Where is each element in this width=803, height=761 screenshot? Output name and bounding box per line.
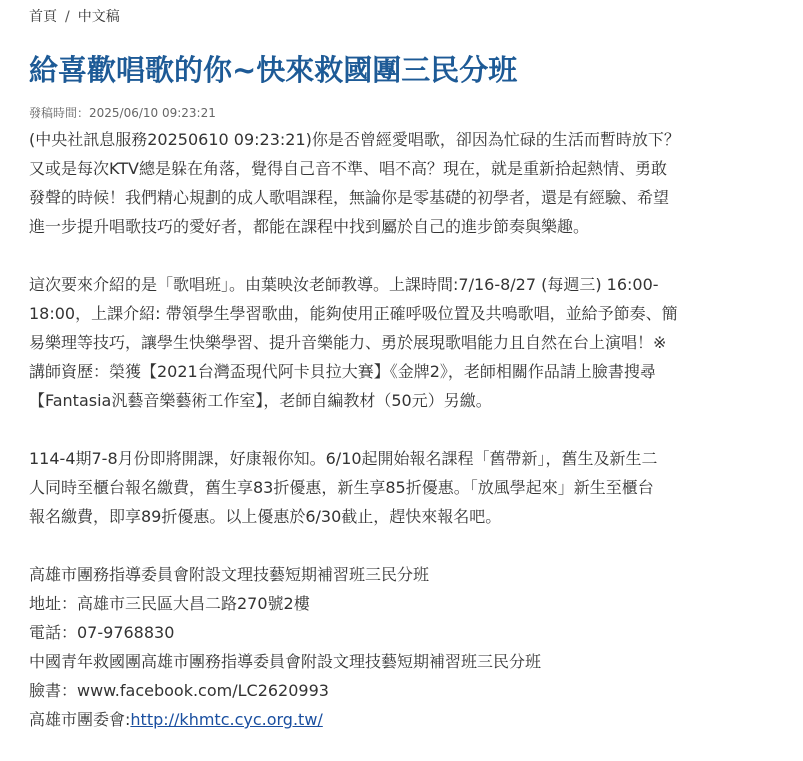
breadcrumb-separator: / (65, 9, 70, 25)
contact-phone: 電話：07-9768830 (29, 623, 175, 642)
text-line: 報名繳費，即享89折優惠。以上優惠於6/30截止，趕快來報名吧。 (29, 507, 502, 526)
paragraph-spacer (29, 241, 791, 270)
breadcrumb-current-link[interactable]: 中文稿 (77, 9, 120, 25)
text-line: 114-4期7-8月份即將開課，好康報你知。6/10起開始報名課程「舊帶新」，舊生及新生二 (29, 449, 658, 468)
article-title: 給喜歡唱歌的你~快來救國團三民分班 (29, 53, 518, 87)
paragraph-spacer (29, 415, 791, 444)
contact-org-full: 中國青年救國團高雄市團務指導委員會附設文理技藝短期補習班三民分班 (29, 652, 542, 671)
contact-website (29, 705, 791, 734)
contact-info (29, 560, 791, 734)
paragraph-spacer (29, 531, 791, 560)
text-line: 發聲的時候！我們精心規劃的成人歌唱課程，無論你是零基礎的初學者，還是有經驗、希望 (29, 188, 670, 207)
website-link[interactable]: http://khmtc.cyc.org.tw/ (130, 710, 323, 729)
publish-time: 發稿時間：2025/06/10 09:23:21 (29, 106, 216, 120)
text-line: 又或是每次KTV總是躲在角落，覺得自己音不準、唱不高？現在，就是重新拾起熱情、勇敢 (29, 159, 667, 178)
contact-address: 地址：高雄市三民區大昌二路270號2樓 (29, 594, 310, 613)
article-body (29, 125, 791, 734)
text-line: 進一步提升唱歌技巧的愛好者，都能在課程中找到屬於自己的進步節奏與樂趣。 (29, 217, 590, 236)
contact-facebook: 臉書：www.facebook.com/LC2620993 (29, 681, 329, 700)
text-line: 18:00，上課介紹: 帶領學生學習歌曲，能夠使用正確呼吸位置及共鳴歌唱，並給予節奏、簡 (29, 304, 678, 323)
paragraph-promotion (29, 444, 791, 531)
website-label: 高雄市團委會: (29, 710, 131, 729)
paragraph-intro (29, 125, 791, 241)
text-line: 這次要來介紹的是「歌唱班」。由葉映汝老師教導。上課時間:7/16-8/27 (每週三) 16:00- (29, 275, 659, 294)
contact-org: 高雄市團務指導委員會附設文理技藝短期補習班三民分班 (29, 565, 430, 584)
text-line: 人同時至櫃台報名繳費，舊生享83折優惠，新生享85折優惠。「放風學起來」新生至櫃台 (29, 478, 654, 497)
text-line: 易樂理等技巧，讓學生快樂學習、提升音樂能力、勇於展現歌唱能力且自然在台上演唱！※ (29, 333, 667, 352)
text-line: 講師資歷：榮獲【2021台灣盃現代阿卡貝拉大賽】《金牌2》，老師相關作品請上臉書搜尋 (29, 362, 656, 381)
text-line: (中央社訊息服務20250610 09:23:21)你是否曾經愛唱歌，卻因為忙碌的生活而暫時放下？ (29, 130, 680, 149)
text-line: 【Fantasia汎藝音樂藝術工作室】，老師自編教材（50元）另繳。 (29, 391, 492, 410)
breadcrumb-home-link[interactable]: 首頁 (29, 9, 57, 25)
paragraph-course (29, 270, 791, 415)
breadcrumb (29, 6, 120, 28)
